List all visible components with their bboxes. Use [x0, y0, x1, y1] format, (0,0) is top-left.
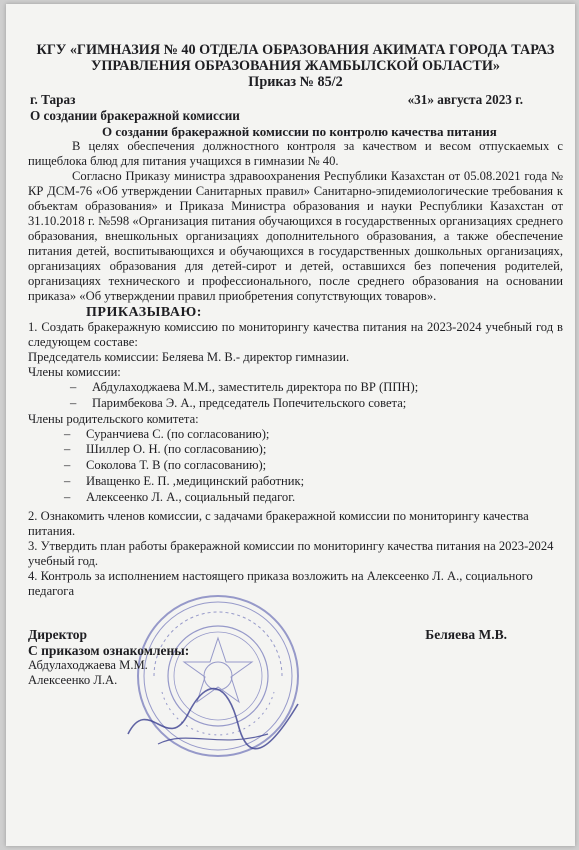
signature-row: [28, 627, 563, 643]
list-item: – Иващенко Е. П. ,медицинский работник;: [64, 473, 305, 488]
document-content: [28, 42, 563, 688]
date: «31» августа 2023 г.: [407, 92, 523, 107]
members-list: [28, 380, 563, 412]
school-name-line1: КГУ «ГИМНАЗИЯ № 40 ОТДЕЛА ОБРАЗОВАНИЯ АКИМАТА ГОРОДА ТАРАЗ: [36, 42, 555, 58]
item-3: 3. Утвердить план работы бракеражной комиссии по мониторингу качества питания на 2023-2024 учебный год.: [28, 538, 554, 568]
order-number: Приказ № 85/2: [248, 74, 343, 90]
document-page: [6, 4, 575, 846]
parents-label: Члены родительского комитета:: [28, 411, 199, 426]
parents-list: [28, 427, 563, 506]
paragraph-basis: Согласно Приказу министра здравоохранения Республики Казахстан от 05.08.2021 года № КР ДСМ-76 «Об утверждении Санитарных правил» Санитарно-эпидемиологические требования к объектам образования» и Приказа Министра образования и науки Республики Казахстан от 31.10.2018 г. №598 «Организация питания обучающихся в государственных организациях среднего образования, внешкольных организациях дополнительного образования, а также обеспечение питания детей, воспитывающихся и обучающихся в государственных дошкольных организациях, организациях образования для детей-сирот и детей, оставшихся без попечения родителей, организациях технического и профессионального, после среднего образования на основании приказа» «Об утверждении правил приобретения сопутствующих товаров».: [28, 169, 563, 303]
acquainted-label: С приказом ознакомлены:: [28, 642, 190, 658]
city: г. Тараз: [30, 92, 76, 107]
list-item: – Паримбекова Э. А., председатель Попечительского совета;: [70, 395, 407, 410]
paragraph-purpose: В целях обеспечения должностного контроля за качеством и весом отпускаемых с пищеблока блюд для питания учащихся в гимназии № 40.: [28, 139, 563, 168]
prikazyvayu-heading: ПРИКАЗЫВАЮ:: [86, 305, 202, 320]
director-name: Беляева М.В.: [425, 626, 507, 642]
list-item: – Суранчиева С. (по согласованию);: [64, 426, 270, 441]
acquainted-name: Алексеенко Л.А.: [28, 672, 118, 687]
item-4: 4. Контроль за исполнением настоящего приказа возложить на Алексеенко Л. А., социального педагога: [28, 568, 533, 598]
item-2: 2. Ознакомить членов комиссии, с задачами бракеражной комиссии по мониторингу качества питания.: [28, 508, 529, 538]
director-label: Директор: [28, 626, 88, 642]
acquainted-name: Абдулаходжаева М.М.: [28, 657, 148, 672]
list-item: – Шиллер О. Н. (по согласованию);: [64, 442, 267, 457]
members-label: Члены комиссии:: [28, 365, 121, 379]
list-item: – Абдулаходжаева М.М., заместитель директора по ВР (ППН);: [70, 380, 419, 394]
subject: О создании бракеражной комиссии: [30, 108, 240, 123]
list-item: – Алексеенко Л. А., социальный педагог.: [64, 489, 296, 504]
school-name-line2: УПРАВЛЕНИЯ ОБРАЗОВАНИЯ ЖАМБЫЛСКОЙ ОБЛАСТИ»: [90, 58, 501, 74]
item-1: 1. Создать бракеражную комиссию по мониторингу качества питания на 2023-2024 учебный год в следующем составе:: [28, 320, 563, 349]
list-item: – Соколова Т. В (по согласованию);: [64, 458, 267, 473]
document-title: О создании бракеражной комиссии по контролю качества питания: [102, 124, 497, 139]
chairman-line: Председатель комиссии: Беляева М. В.- директор гимназии.: [28, 350, 350, 364]
